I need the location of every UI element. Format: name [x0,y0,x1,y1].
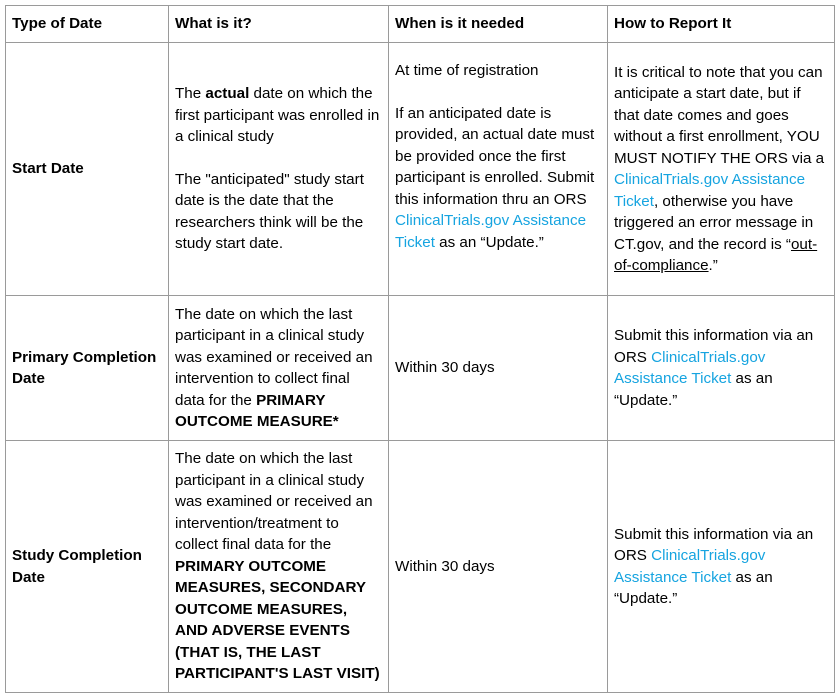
definition-cell: The date on which the last participant in a clinical study was examined or received an intervention to collect final data for the PRIMARY OUTCOME MEASURE* [169,296,389,441]
row-label-study-completion: Study Completion Date [6,441,169,693]
row-label-start-date: Start Date [6,43,169,296]
assistance-ticket-link[interactable]: ClinicalTrials.gov Assistance Ticket [395,212,587,251]
header-row [6,6,835,43]
header-when-needed: When is it needed [389,6,608,43]
header-how-to-report: How to Report It [608,6,835,43]
header-what-is-it: What is it? [169,6,389,43]
reporting-cell: Submit this information via an ORS ClinicalTrials.gov Assistance Ticket as an “Update.” [608,441,835,693]
definition-cell [169,43,389,296]
definition-cell: The date on which the last participant in a clinical study was examined or received an intervention/treatment to collect final data for the PRIMARY OUTCOME MEASURES, SECONDARY OUTCOME MEASURES, AND ADVERSE EVENTS (THAT IS, THE LAST PARTICIPANT'S LAST VISIT) [169,441,389,693]
header-type-of-date: Type of Date [6,6,169,43]
timing-paragraph: If an anticipated date is provided, an actual date must be provided once the first participant is enrolled. Submit this information thru an ORS ClinicalTrials.gov Assistance Ticket as an “Update.” [395,104,595,251]
timing-cell [389,43,608,296]
timing-cell: Within 30 days [389,441,608,693]
reporting-cell: Submit this information via an ORS ClinicalTrials.gov Assistance Ticket as an “Update.” [608,296,835,441]
definition-paragraph: The "anticipated" study start date is the date that the researchers think will be the study start date. [175,170,364,253]
timing-cell: Within 30 days [389,296,608,441]
assistance-ticket-link[interactable]: ClinicalTrials.gov Assistance Ticket [614,547,766,586]
timing-paragraph: At time of registration [395,62,539,79]
reporting-cell: It is critical to note that you can anticipate a start date, but if that date comes and goes without a first enrollment, YOU MUST NOTIFY THE ORS via a ClinicalTrials.gov Assistance Ticket, otherwise you have triggered an error message in CT.gov, and the record is “out-of-compliance.” [608,43,835,296]
row-label-primary-completion: Primary Completion Date [6,296,169,441]
table-row [6,296,835,441]
date-reporting-table [5,5,835,693]
definition-paragraph: The actual date on which the first participant was enrolled in a clinical study [175,85,380,146]
assistance-ticket-link[interactable]: ClinicalTrials.gov Assistance Ticket [614,348,766,387]
table-row [6,43,835,296]
table-row [6,441,835,693]
assistance-ticket-link[interactable]: ClinicalTrials.gov Assistance Ticket [614,171,806,210]
